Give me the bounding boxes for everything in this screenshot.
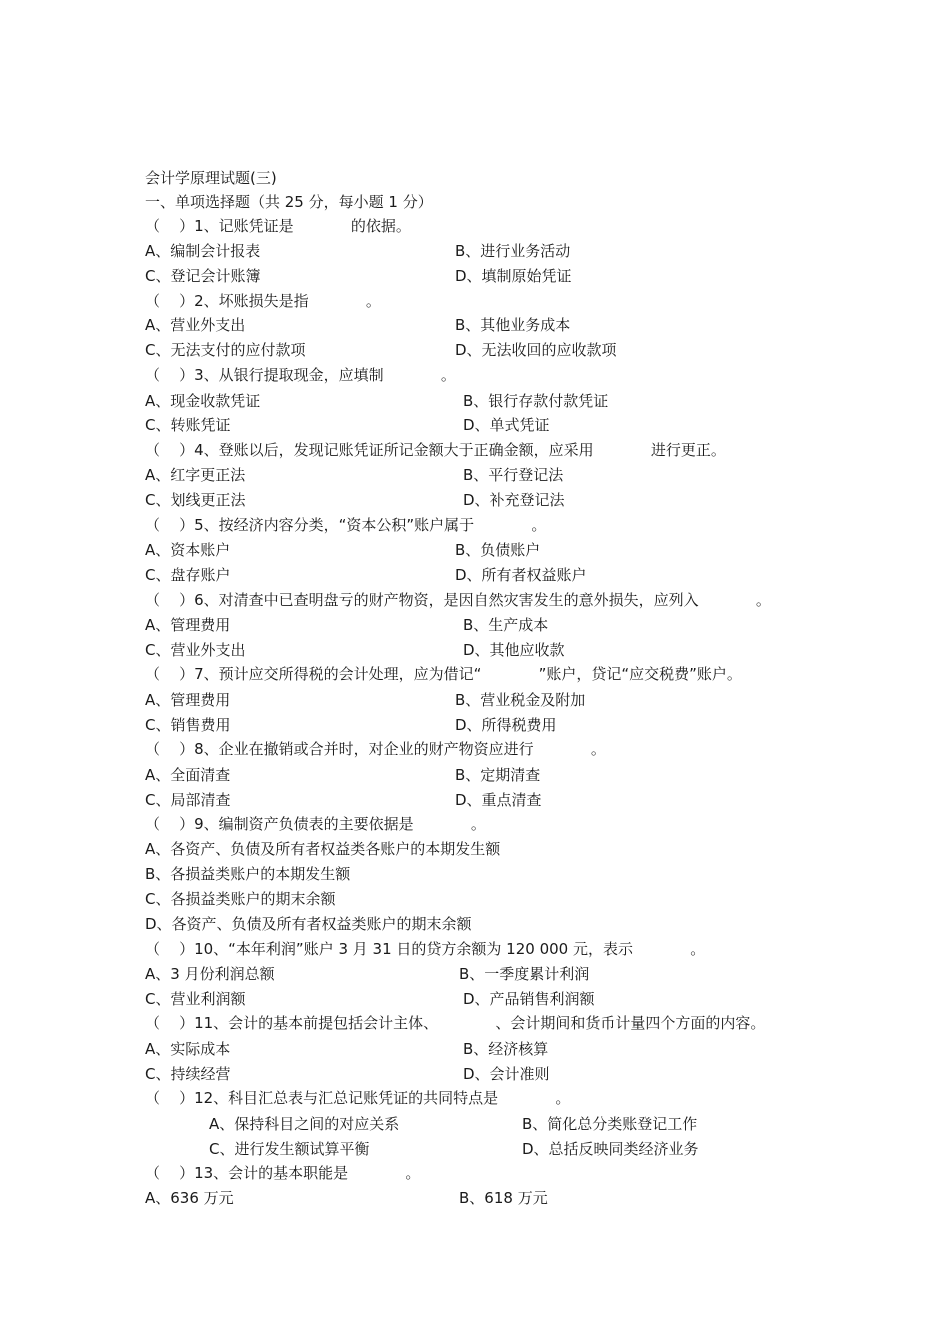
question-stem: （ ）6、对清查中已查明盘亏的财产物资，是因自然灾害发生的意外损失，应列入 。 bbox=[145, 591, 771, 609]
option-c: C、盘存账户 bbox=[145, 566, 231, 584]
question-stem: （ ）2、坏账损失是指 。 bbox=[145, 292, 381, 310]
option-d: D、总括反映同类经济业务 bbox=[522, 1140, 699, 1158]
option-a: A、实际成本 bbox=[145, 1040, 231, 1058]
option-b: B、其他业务成本 bbox=[455, 316, 571, 334]
question-stem: （ ）8、企业在撤销或合并时，对企业的财产物资应进行 。 bbox=[145, 740, 606, 758]
option-a: A、红字更正法 bbox=[145, 466, 246, 484]
option-c: C、局部清查 bbox=[145, 791, 231, 809]
option-a: A、管理费用 bbox=[145, 691, 231, 709]
option-b: B、平行登记法 bbox=[463, 466, 564, 484]
option-d: D、补充登记法 bbox=[463, 491, 565, 509]
option-b: B、营业税金及附加 bbox=[455, 691, 586, 709]
option-a: A、保持科目之间的对应关系 bbox=[209, 1115, 400, 1133]
option-d: D、所得税费用 bbox=[455, 716, 557, 734]
option-d: D、会计准则 bbox=[463, 1065, 550, 1083]
option-a: A、资本账户 bbox=[145, 541, 231, 559]
option-c: C、营业外支出 bbox=[145, 641, 246, 659]
option-a: A、管理费用 bbox=[145, 616, 231, 634]
option-c: C、进行发生额试算平衡 bbox=[209, 1140, 370, 1158]
option-c: C、划线更正法 bbox=[145, 491, 246, 509]
question-stem: （ ）13、会计的基本职能是 。 bbox=[145, 1164, 421, 1182]
question-stem: （ ）5、按经济内容分类，“资本公积”账户属于 。 bbox=[145, 516, 547, 534]
option-b: B、负债账户 bbox=[455, 541, 541, 559]
question-stem: （ ）11、会计的基本前提包括会计主体、 、会计期间和货币计量四个方面的内容。 bbox=[145, 1014, 766, 1032]
option-b: B、经济核算 bbox=[463, 1040, 549, 1058]
option-c: C、转账凭证 bbox=[145, 416, 231, 434]
option-c: C、销售费用 bbox=[145, 716, 231, 734]
option-b: B、定期清查 bbox=[455, 766, 541, 784]
option-d: D、重点清查 bbox=[455, 791, 542, 809]
option-d: D、单式凭证 bbox=[463, 416, 550, 434]
option-b: B、简化总分类账登记工作 bbox=[522, 1115, 698, 1133]
option-a: A、各资产、负债及所有者权益类各账户的本期发生额 bbox=[145, 840, 501, 858]
option-a: A、3 月份利润总额 bbox=[145, 965, 275, 983]
option-d: D、所有者权益账户 bbox=[455, 566, 587, 584]
option-c: C、无法支付的应付款项 bbox=[145, 341, 306, 359]
option-d: D、各资产、负债及所有者权益类账户的期末余额 bbox=[145, 915, 472, 933]
option-b: B、进行业务活动 bbox=[455, 242, 571, 260]
question-stem: （ ）7、预计应交所得税的会计处理，应为借记“ ”账户，贷记“应交税费”账户。 bbox=[145, 665, 742, 683]
option-c: C、营业利润额 bbox=[145, 990, 246, 1008]
option-c: C、各损益类账户的期末余额 bbox=[145, 890, 336, 908]
option-d: D、填制原始凭证 bbox=[455, 267, 572, 285]
question-stem: （ ）9、编制资产负债表的主要依据是 。 bbox=[145, 815, 486, 833]
section-heading: 一、单项选择题（共 25 分，每小题 1 分） bbox=[145, 193, 433, 211]
question-stem: （ ）4、登账以后，发现记账凭证所记金额大于正确金额，应采用 进行更正。 bbox=[145, 441, 726, 459]
option-a: A、营业外支出 bbox=[145, 316, 246, 334]
option-b: B、银行存款付款凭证 bbox=[463, 392, 609, 410]
option-d: D、其他应收款 bbox=[463, 641, 565, 659]
question-stem: （ ）1、记账凭证是 的依据。 bbox=[145, 217, 411, 235]
option-a: A、编制会计报表 bbox=[145, 242, 261, 260]
option-a: A、全面清查 bbox=[145, 766, 231, 784]
question-stem: （ ）10、“本年利润”账户 3 月 31 日的贷方余额为 120 000 元，表示 。 bbox=[145, 940, 706, 958]
option-b: B、各损益类账户的本期发生额 bbox=[145, 865, 351, 883]
option-d: D、产品销售利润额 bbox=[463, 990, 595, 1008]
option-a: A、现金收款凭证 bbox=[145, 392, 261, 410]
option-b: B、一季度累计利润 bbox=[459, 965, 590, 983]
question-stem: （ ）3、从银行提取现金，应填制 。 bbox=[145, 366, 456, 384]
option-b: B、618 万元 bbox=[459, 1189, 548, 1207]
option-c: C、持续经营 bbox=[145, 1065, 231, 1083]
option-d: D、无法收回的应收款项 bbox=[455, 341, 617, 359]
option-a: A、636 万元 bbox=[145, 1189, 234, 1207]
option-b: B、生产成本 bbox=[463, 616, 549, 634]
question-stem: （ ）12、科目汇总表与汇总记账凭证的共同特点是 。 bbox=[145, 1089, 571, 1107]
exam-title: 会计学原理试题(三) bbox=[145, 169, 277, 187]
option-c: C、登记会计账簿 bbox=[145, 267, 261, 285]
